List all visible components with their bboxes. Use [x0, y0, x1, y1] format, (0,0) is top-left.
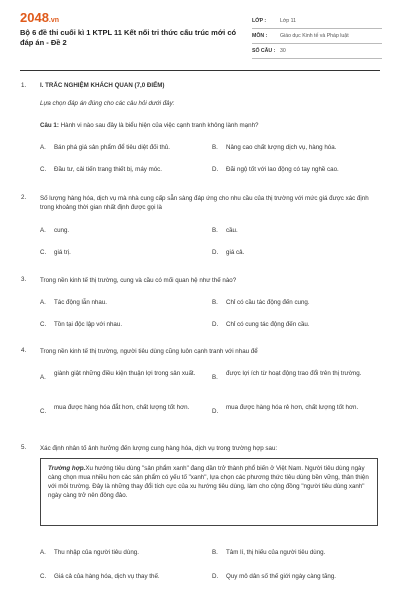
- question-text: Hành vi nào sau đây là biểu hiện của việc cạnh tranh không lành mạnh?: [60, 122, 259, 129]
- logo-main: 2048: [20, 10, 49, 25]
- question-2-number: [21, 194, 40, 201]
- header-divider: [20, 70, 380, 71]
- question-number: 4.: [21, 347, 27, 354]
- meta-row-class: [252, 14, 382, 29]
- q2-option-c[interactable]: [40, 248, 71, 257]
- option-letter: D.: [212, 408, 219, 415]
- page-header: [0, 0, 400, 70]
- option-letter: D.: [212, 321, 219, 328]
- option-letter: A.: [40, 299, 46, 306]
- option-letter: D.: [212, 166, 219, 173]
- q3-option-a[interactable]: [40, 298, 107, 307]
- option-text: cung.: [54, 227, 70, 234]
- q2-option-d[interactable]: [212, 248, 244, 257]
- option-text: mua được hàng hóa đắt hơn, chất lượng tốt hơn.: [54, 404, 190, 411]
- logo-suffix: .vn: [48, 17, 60, 24]
- meta-key: SỐ CÂU :: [252, 48, 276, 54]
- option-text: Chỉ có cầu tác động đến cung.: [226, 299, 310, 306]
- meta-table: [252, 14, 382, 59]
- option-letter: B.: [212, 299, 218, 306]
- section-instruction: Lựa chọn đáp án đúng cho các câu hỏi dưới đây:: [40, 100, 175, 107]
- option-text: Nâng cao chất lượng dịch vụ, hàng hóa.: [226, 144, 337, 151]
- section-number: 1.: [21, 82, 27, 89]
- option-letter: A.: [40, 374, 46, 381]
- option-text: Tâm lí, thị hiếu của người tiêu dùng.: [226, 549, 326, 556]
- question-number: 2.: [21, 194, 27, 201]
- option-letter: B.: [212, 549, 218, 556]
- option-letter: C.: [40, 408, 47, 415]
- option-text: Thu nhập của người tiêu dùng.: [54, 549, 139, 556]
- option-text: giá cả.: [226, 249, 245, 256]
- option-letter: C.: [40, 249, 47, 256]
- q4-option-b[interactable]: [212, 369, 376, 382]
- case-passage: [40, 458, 378, 526]
- question-4-text: Trong nền kinh tế thị trường, người tiêu dùng cũng luôn cạnh tranh với nhau để: [40, 348, 258, 355]
- option-text: cầu.: [226, 227, 238, 234]
- q2-option-b[interactable]: [212, 226, 238, 235]
- q5-option-d[interactable]: [212, 572, 336, 581]
- document-title: Bộ 6 đề thi cuối kì 1 KTPL 11 Kết nối tri thức cấu trúc mới có đáp án - Đề 2: [20, 28, 237, 47]
- q1-option-a[interactable]: [40, 143, 205, 152]
- question-3-number: [21, 276, 40, 283]
- option-letter: B.: [212, 144, 218, 151]
- q3-option-b[interactable]: [212, 298, 310, 307]
- q1-option-b[interactable]: [212, 143, 382, 152]
- option-text: mua được hàng hóa rẻ hơn, chất lượng tốt hơn.: [226, 404, 359, 411]
- q5-option-c[interactable]: [40, 572, 160, 581]
- option-text: giá trị.: [54, 249, 71, 256]
- option-letter: C.: [40, 321, 47, 328]
- question-2-text: Số lượng hàng hóa, dịch vụ mà nhà cung cấp sẵn sàng đáp ứng cho nhu cầu của thị trường với mức giá được xác định trong khoảng thời gian nhất định được gọi là: [40, 195, 369, 211]
- meta-row-count: [252, 44, 382, 59]
- passage-text: Xu hướng tiêu dùng "sản phẩm xanh" đang dần trở thành phổ biến ở Việt Nam. Người tiêu dùng ngày càng chọn mua nhiều hơn các sản phẩm có yếu tố "xanh", lựa chọn các phương thức tiêu dùng bền vững, thân thiện với môi trường. Đây là những thay đổi tích cực của xu hướng tiêu dùng, làm cho cộng đồng "người tiêu dùng xanh" ngày càng trở nên đông đảo.: [48, 465, 369, 499]
- q5-option-a[interactable]: [40, 548, 139, 557]
- option-letter: D.: [212, 573, 219, 580]
- option-letter: C.: [40, 573, 47, 580]
- option-text: được lợi ích từ hoạt động trao đổi trên thị trường.: [226, 370, 362, 377]
- option-text: Đãi ngộ tốt với lao động có tay nghề cao.: [226, 166, 339, 173]
- q4-option-d[interactable]: [212, 403, 376, 416]
- option-letter: C.: [40, 166, 47, 173]
- option-letter: A.: [40, 549, 46, 556]
- meta-key: LỚP :: [252, 18, 267, 24]
- question-5-number: [21, 444, 40, 451]
- meta-row-subject: [252, 29, 382, 44]
- question-5-text: Xác định nhân tố ảnh hưởng đến lượng cung hàng hóa, dịch vụ trong trường hợp sau:: [40, 445, 278, 452]
- option-text: Tồn tại độc lập với nhau.: [54, 321, 123, 328]
- option-letter: B.: [212, 227, 218, 234]
- option-text: Quy mô dân số thế giới ngày càng tăng.: [226, 573, 337, 580]
- section-heading: [21, 82, 164, 89]
- q1-option-d[interactable]: [212, 165, 382, 174]
- q2-option-a[interactable]: [40, 226, 69, 235]
- option-letter: A.: [40, 227, 46, 234]
- question-number: 5.: [21, 444, 27, 451]
- q4-option-a[interactable]: [40, 369, 199, 382]
- question-3-text: Trong nền kinh tế thị trường, cung và cầu có mối quan hệ như thế nào?: [40, 277, 237, 284]
- meta-value: Lớp 11: [280, 18, 296, 24]
- meta-value: 30: [280, 48, 286, 54]
- q3-option-c[interactable]: [40, 320, 122, 329]
- option-letter: B.: [212, 374, 218, 381]
- option-text: Chỉ có cung tác động đến cầu.: [226, 321, 310, 328]
- question-number: 3.: [21, 276, 27, 283]
- q1-option-c[interactable]: [40, 165, 205, 174]
- site-logo[interactable]: [20, 10, 59, 25]
- option-text: giành giật những điều kiện thuận lợi trong sản xuất.: [54, 370, 196, 377]
- passage-label: Trường hợp.: [48, 465, 86, 472]
- option-text: Đầu tư, cải tiến trang thiết bị, máy móc.: [54, 166, 163, 173]
- option-letter: D.: [212, 249, 219, 256]
- meta-value: Giáo dục Kinh tế và Pháp luật: [280, 33, 349, 39]
- option-text: Giá cả của hàng hóa, dịch vụ thay thế.: [54, 573, 160, 580]
- q5-option-b[interactable]: [212, 548, 325, 557]
- option-letter: A.: [40, 144, 46, 151]
- question-1: [40, 121, 380, 130]
- meta-key: MÔN :: [252, 33, 268, 39]
- q3-option-d[interactable]: [212, 320, 310, 329]
- question-4-number: [21, 347, 40, 354]
- question-label: Câu 1:: [40, 122, 59, 129]
- option-text: Bán phá giá sản phẩm để tiêu diệt đối thủ.: [54, 144, 170, 151]
- option-text: Tác động lẫn nhau.: [54, 299, 107, 306]
- q4-option-c[interactable]: [40, 403, 199, 416]
- section-title: I. TRẮC NGHIỆM KHÁCH QUAN (7,0 ĐIỂM): [40, 82, 165, 89]
